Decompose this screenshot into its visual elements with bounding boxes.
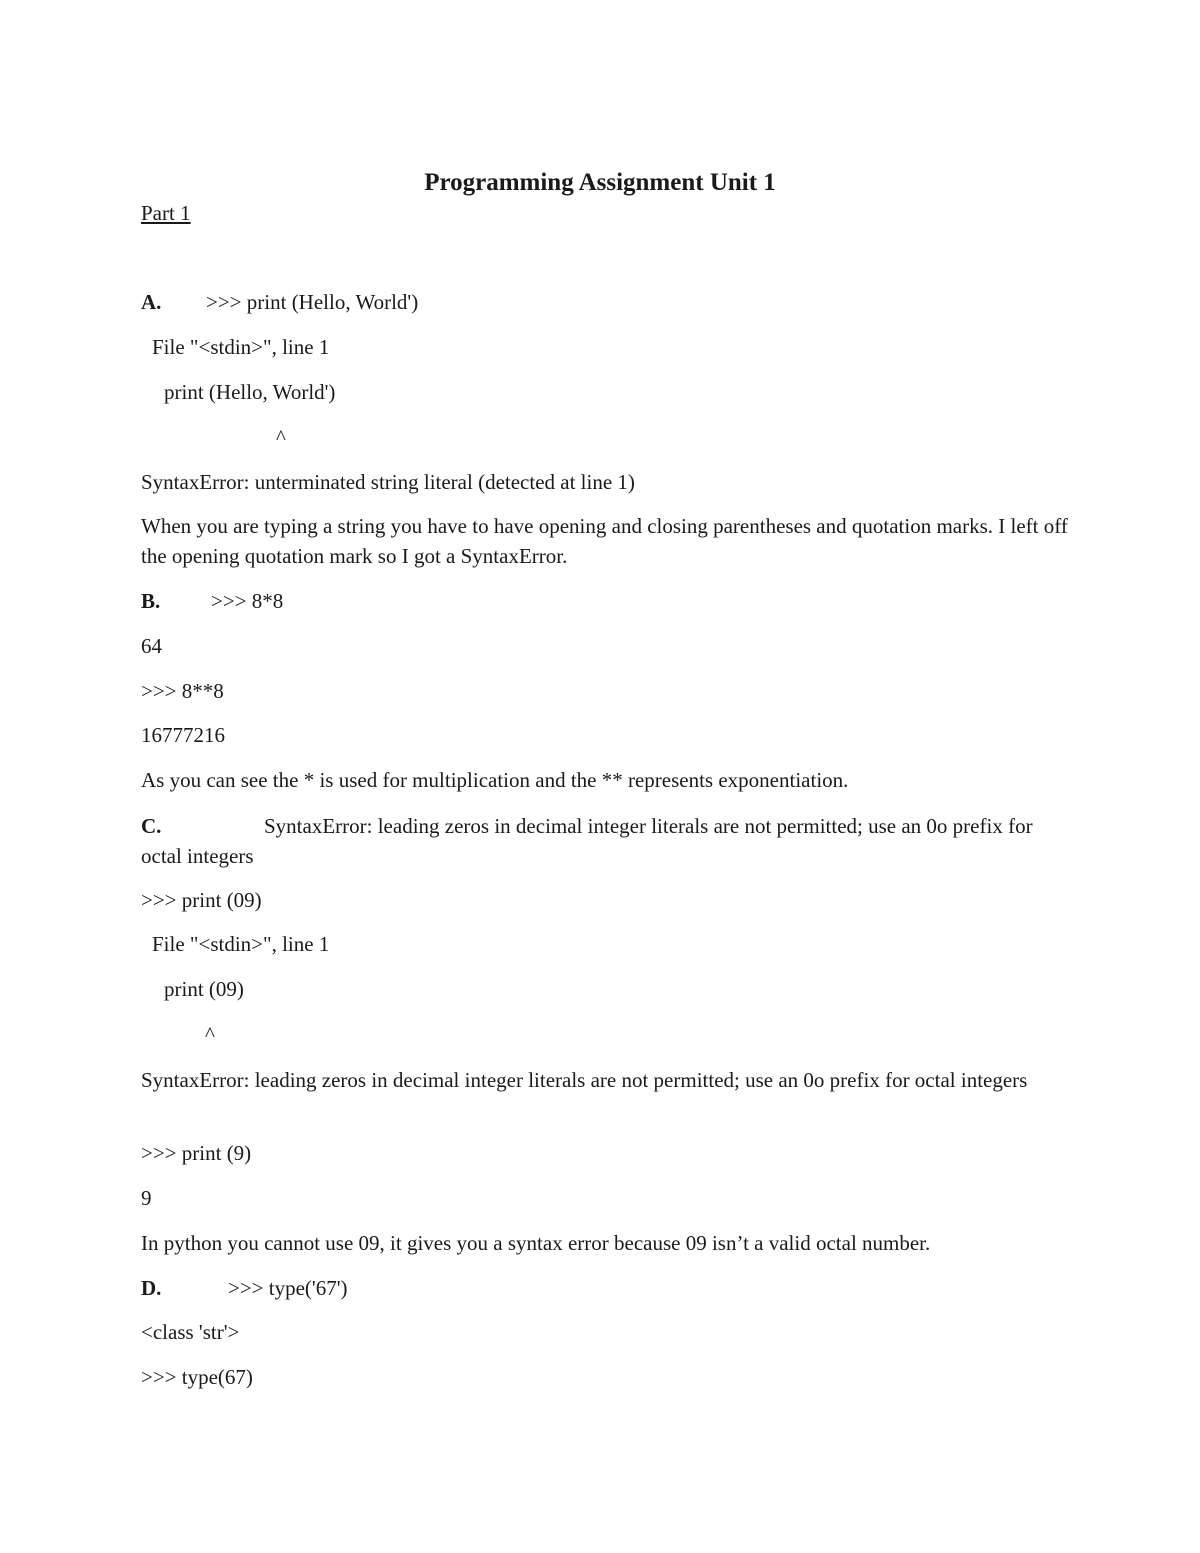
section-c-intro-block bbox=[141, 811, 1071, 871]
section-a-error: SyntaxError: unterminated string literal (detected at line 1) bbox=[141, 470, 635, 494]
section-d-prompt1: >>> type('67') bbox=[228, 1276, 348, 1300]
section-c-prompt1: >>> print (09) bbox=[141, 888, 262, 912]
section-a-trace-caret: ^ bbox=[276, 425, 286, 449]
section-b-prompt2: >>> 8**8 bbox=[141, 679, 224, 703]
section-d-prompt2: >>> type(67) bbox=[141, 1365, 253, 1389]
section-c-label: C. bbox=[141, 814, 162, 838]
section-c-explanation: In python you cannot use 09, it gives you a syntax error because 09 isn’t a valid octal number. bbox=[141, 1231, 931, 1255]
section-b-explanation: As you can see the * is used for multiplication and the ** represents exponentiation. bbox=[141, 768, 849, 792]
section-c-trace-file: File "<stdin>", line 1 bbox=[152, 932, 330, 956]
section-b-label: B. bbox=[141, 589, 161, 613]
section-a-trace-code: print (Hello, World') bbox=[164, 380, 336, 404]
section-a-label: A. bbox=[141, 290, 162, 314]
document-title: Programming Assignment Unit 1 bbox=[424, 169, 776, 196]
section-a-explanation: When you are typing a string you have to have opening and closing parentheses and quotation marks. I left off the opening quotation mark so I got a SyntaxError. bbox=[141, 514, 1068, 568]
section-a-trace-file: File "<stdin>", line 1 bbox=[152, 335, 330, 359]
section-b-prompt-line bbox=[141, 587, 283, 615]
section-c-error: SyntaxError: leading zeros in decimal integer literals are not permitted; use an 0o prefix for octal integers bbox=[141, 1068, 1028, 1092]
section-a-prompt: >>> print (Hello, World') bbox=[206, 290, 419, 314]
section-b-output2: 16777216 bbox=[141, 723, 225, 747]
section-d-label: D. bbox=[141, 1276, 162, 1300]
section-d-output1: <class 'str'> bbox=[141, 1320, 240, 1344]
section-c-intro: SyntaxError: leading zeros in decimal integer literals are not permitted; use an 0o prefix for octal integers bbox=[141, 814, 1033, 868]
part-heading: Part 1 bbox=[141, 201, 191, 225]
section-b-prompt1: >>> 8*8 bbox=[211, 589, 284, 613]
section-b-output1: 64 bbox=[141, 634, 162, 658]
section-c-trace-code: print (09) bbox=[164, 977, 244, 1001]
section-c-output2: 9 bbox=[141, 1186, 152, 1210]
section-c-prompt2: >>> print (9) bbox=[141, 1141, 252, 1165]
section-d-prompt-line bbox=[141, 1274, 348, 1302]
section-c-trace-caret: ^ bbox=[205, 1022, 215, 1046]
section-a-prompt-line bbox=[141, 288, 418, 316]
